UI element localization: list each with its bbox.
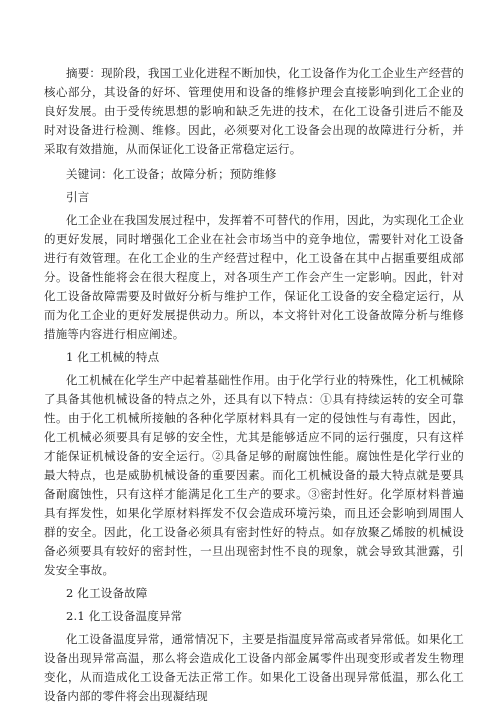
abstract-paragraph: 摘要：现阶段，我国工业化进程不断加快，化工设备作为化工企业生产经营的核心部分，其设备的好坏、管理使用和设备的维修护理会直接影响到化工企业的良好发展。由于受传统思想的影响和缺乏先进的技术，在化工设备引进后不能及时对设备进行检测、维修。因此，必须要对化工设备会出现的故障进行分析，并采取有效措施，从而保证化工设备正常稳定运行。 — [44, 66, 464, 156]
intro-paragraph: 化工企业在我国发展过程中，发挥着不可替代的作用，因此，为实现化工企业的更好发展，同时增强化工企业在社会市场当中的竞争地位，需要针对化工设备进行有效管理。在化工企业的生产经营过程中，化工设备在其中占据重要组成部分。设备性能将会在很大程度上，对各项生产工作会产生一定影响。因此，针对化工设备故障需要及时做好分析与维护工作，保证化工设备的安全稳定运行，从而为化工企业的更好发展提供动力。所以，本文将针对化工设备故障分析与维修措施等内容进行相应阐述。 — [44, 213, 464, 341]
section-1-paragraph: 化工机械在化学生产中起着基础性作用。由于化学行业的特殊性，化工机械除了具备其他机械设备的特点之外，还具有以下特点：①具有持续运转的安全可靠性。由于化工机械所接触的各种化学原材料具有一定的侵蚀性与有毒性，因此，化工机械必须要具有足够的安全性，尤其是能够适应不同的运行强度，只有这样才能保证机械设备的安全运行。②具备足够的耐腐蚀性能。腐蚀性是化学行业的最大特点，也是威胁机械设备的重要因素。而化工机械设备的最大特点就是要具备耐腐蚀性，只有这样才能满足化工生产的要求。③密封性好。化学原材料普遍具有挥发性，如果化学原材料挥发不仅会造成环境污染，而且还会影响到周围人群的安全。因此，化工设备必须具有密封性好的特点。如存放聚乙烯胺的机械设备必须要具有较好的密封性，一旦出现密封性不良的现象，就会导致其泄露，引发安全事故。 — [44, 373, 464, 577]
intro-heading: 引言 — [66, 190, 90, 204]
section-2-1-paragraph: 化工设备温度异常，通常情况下，主要是指温度异常高或者异常低。如果化工设备出现异常高温，那么将会造成化工设备内部金属零件出现变形或者发生物理变化，从而造成化工设备无法正常工作。如果化工设备出现异常低温，那么化工设备内部的零件将会出现凝结现 — [44, 632, 464, 703]
keywords-line: 关键词：化工设备；故障分析；预防维修 — [66, 167, 277, 181]
document-body — [44, 64, 464, 710]
section-2-1-heading: 2.1 化工设备温度异常 — [66, 609, 183, 623]
section-1-heading: 1 化工机械的特点 — [66, 350, 160, 364]
section-2-heading: 2 化工设备故障 — [66, 586, 148, 600]
